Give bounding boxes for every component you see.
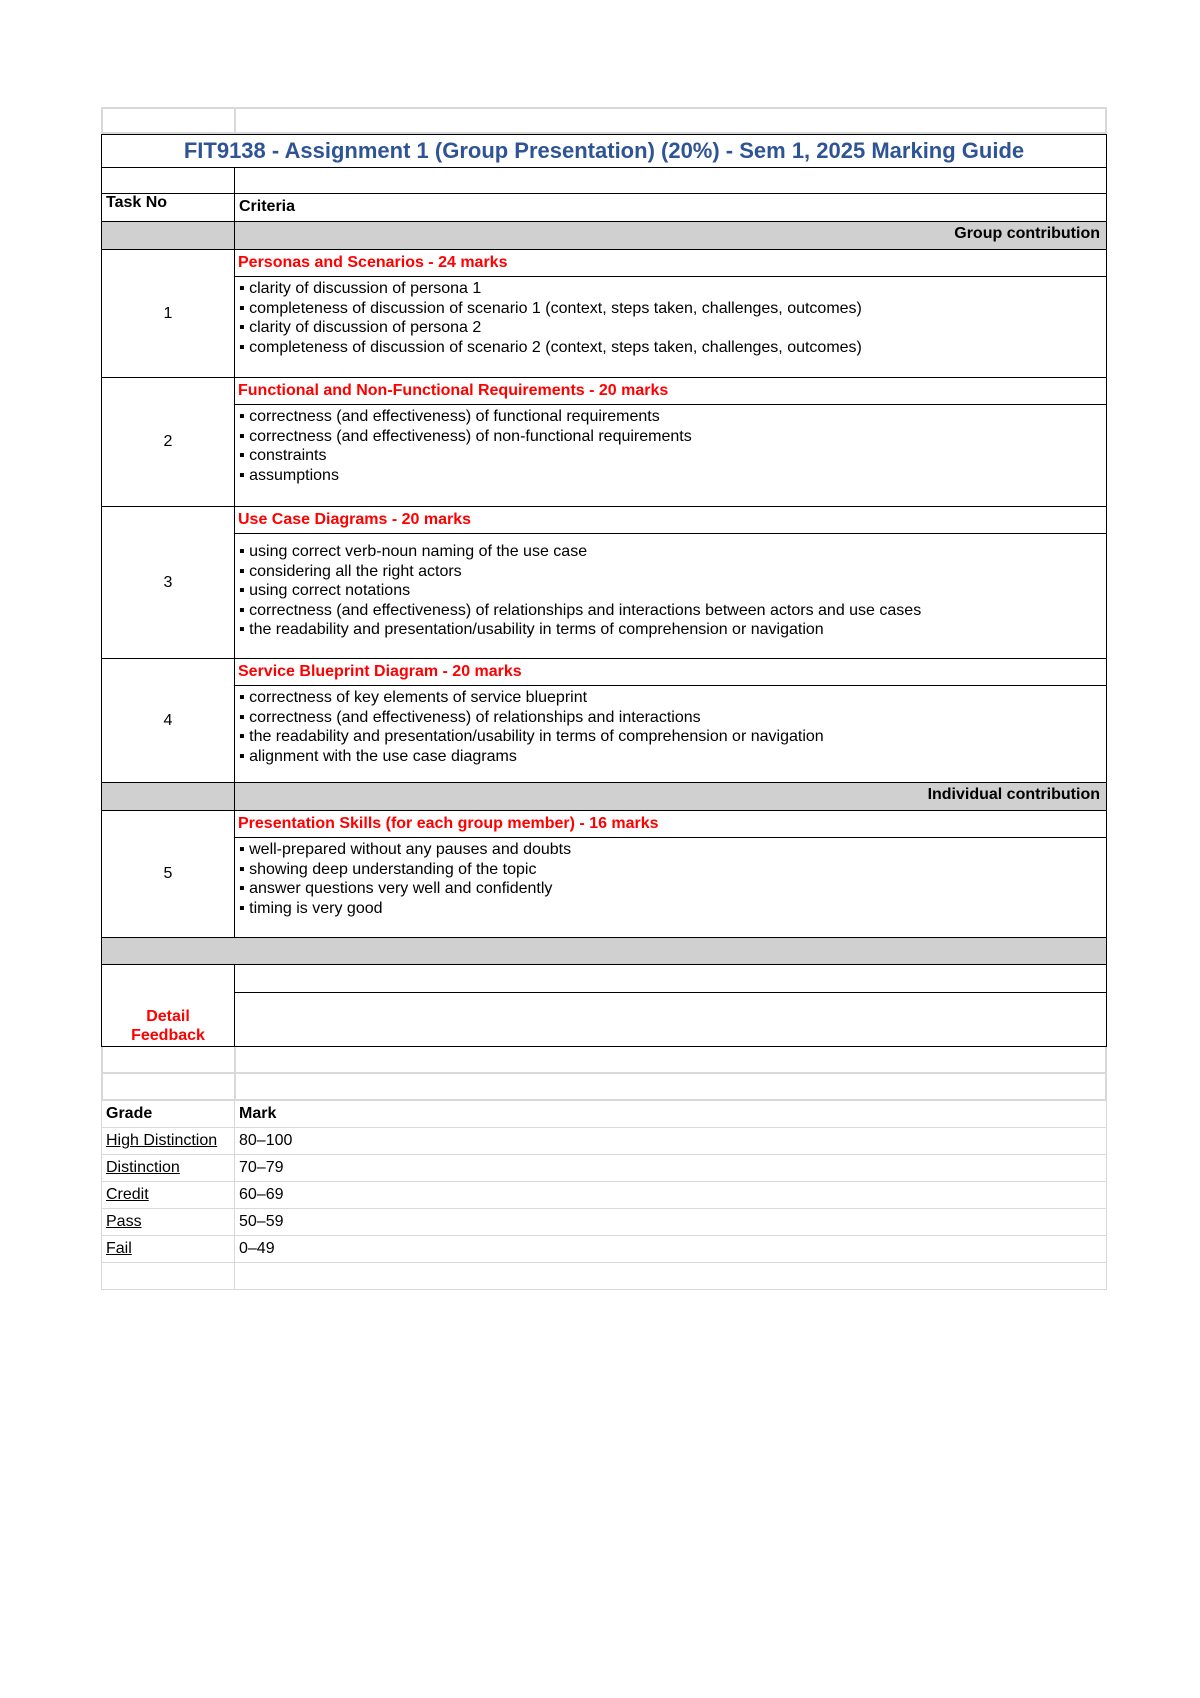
title-row [101, 134, 1107, 168]
criteria-item: ▪ using correct verb-noun naming of the use case [239, 543, 588, 560]
criteria-item: ▪ clarity of discussion of persona 2 [239, 319, 482, 336]
criteria-item: ▪ answer questions very well and confidently [239, 880, 553, 897]
grey-separator-row [101, 938, 1107, 965]
criteria-item: ▪ clarity of discussion of persona 1 [239, 280, 482, 297]
task-criteria-list [235, 534, 1106, 640]
task-row [101, 507, 1107, 659]
grade-row [101, 1128, 1107, 1155]
task-number: 4 [163, 711, 173, 729]
task-title: Use Case Diagrams - 20 marks [235, 507, 1106, 534]
group-contribution-label: Group contribution [954, 225, 1100, 242]
grade-link[interactable]: Pass [106, 1213, 142, 1230]
criteria-item: ▪ showing deep understanding of the topic [239, 860, 537, 878]
criteria-item: ▪ constraints [239, 447, 327, 464]
criteria-item: ▪ completeness of discussion of scenario 1 (context, steps taken, challenges, outcomes) [239, 299, 862, 317]
detail-feedback-label: Detail Feedback [131, 1008, 205, 1044]
criteria-header: Criteria [239, 198, 296, 215]
grade-row [101, 1155, 1107, 1182]
grade-link[interactable]: Credit [106, 1186, 149, 1203]
criteria-item: ▪ the readability and presentation/usability in terms of comprehension or navigation [239, 728, 824, 745]
criteria-item: ▪ assumptions [239, 466, 339, 484]
task-row [101, 250, 1107, 378]
task-row [101, 811, 1107, 938]
task-number: 1 [163, 304, 173, 322]
mark-range: 60–69 [239, 1186, 284, 1203]
individual-contribution-label: Individual contribution [927, 786, 1100, 803]
blank-row [101, 1047, 1107, 1074]
feedback-row [101, 965, 1107, 1047]
grade-link[interactable]: High Distinction [106, 1132, 218, 1149]
task-title: Personas and Scenarios - 24 marks [235, 250, 1106, 277]
header-row [101, 194, 1107, 222]
grade-header: Grade [106, 1105, 153, 1122]
criteria-item: ▪ the readability and presentation/usability in terms of comprehension or navigation [239, 621, 824, 638]
criteria-item: ▪ correctness (and effectiveness) of functional requirements [239, 408, 660, 425]
task-title: Presentation Skills (for each group member) - 16 marks [235, 811, 1106, 838]
mark-header: Mark [239, 1105, 277, 1122]
grade-row [101, 1236, 1107, 1263]
task-criteria-list [235, 838, 1106, 918]
criteria-item: ▪ completeness of discussion of scenario 2 (context, steps taken, challenges, outcomes) [239, 338, 862, 356]
grade-row [101, 1209, 1107, 1236]
grade-link[interactable]: Distinction [106, 1159, 180, 1176]
group-contribution-row [101, 222, 1107, 250]
task-number: 5 [163, 865, 173, 882]
criteria-item: ▪ using correct notations [239, 582, 411, 599]
mark-range: 0–49 [239, 1240, 275, 1257]
task-row [101, 659, 1107, 783]
task-number: 3 [163, 573, 173, 591]
criteria-item: ▪ correctness (and effectiveness) of non-functional requirements [239, 427, 692, 445]
blank-row [101, 1074, 1107, 1101]
criteria-item: ▪ correctness (and effectiveness) of relationships and interactions [239, 708, 701, 726]
individual-contribution-row [101, 783, 1107, 811]
task-row [101, 378, 1107, 507]
criteria-item: ▪ well-prepared without any pauses and doubts [239, 841, 572, 858]
criteria-item: ▪ alignment with the use case diagrams [239, 747, 517, 765]
task-number: 2 [163, 433, 173, 450]
mark-range: 70–79 [239, 1159, 284, 1176]
marking-guide-sheet [101, 107, 1107, 1290]
criteria-item: ▪ timing is very good [239, 899, 383, 917]
task-criteria-list [235, 686, 1106, 766]
task-title: Service Blueprint Diagram - 20 marks [235, 659, 1106, 686]
blank-row [101, 107, 1107, 134]
task-no-header: Task No [102, 194, 235, 221]
criteria-item: ▪ correctness of key elements of service blueprint [239, 689, 588, 706]
blank-row [101, 1263, 1107, 1290]
grade-header-row [101, 1101, 1107, 1128]
grade-link[interactable]: Fail [106, 1240, 132, 1257]
task-criteria-list [235, 405, 1106, 485]
page-title: FIT9138 - Assignment 1 (Group Presentation) (20%) - Sem 1, 2025 Marking Guide [183, 138, 1025, 163]
grade-row [101, 1182, 1107, 1209]
spacer-row [101, 168, 1107, 194]
criteria-item: ▪ considering all the right actors [239, 562, 462, 580]
mark-range: 50–59 [239, 1213, 284, 1230]
mark-range: 80–100 [239, 1132, 293, 1149]
criteria-item: ▪ correctness (and effectiveness) of relationships and interactions between actors and use cases [239, 601, 922, 619]
task-criteria-list [235, 277, 1106, 357]
task-title: Functional and Non-Functional Requirements - 20 marks [235, 378, 1106, 405]
feedback-field [235, 965, 1106, 993]
